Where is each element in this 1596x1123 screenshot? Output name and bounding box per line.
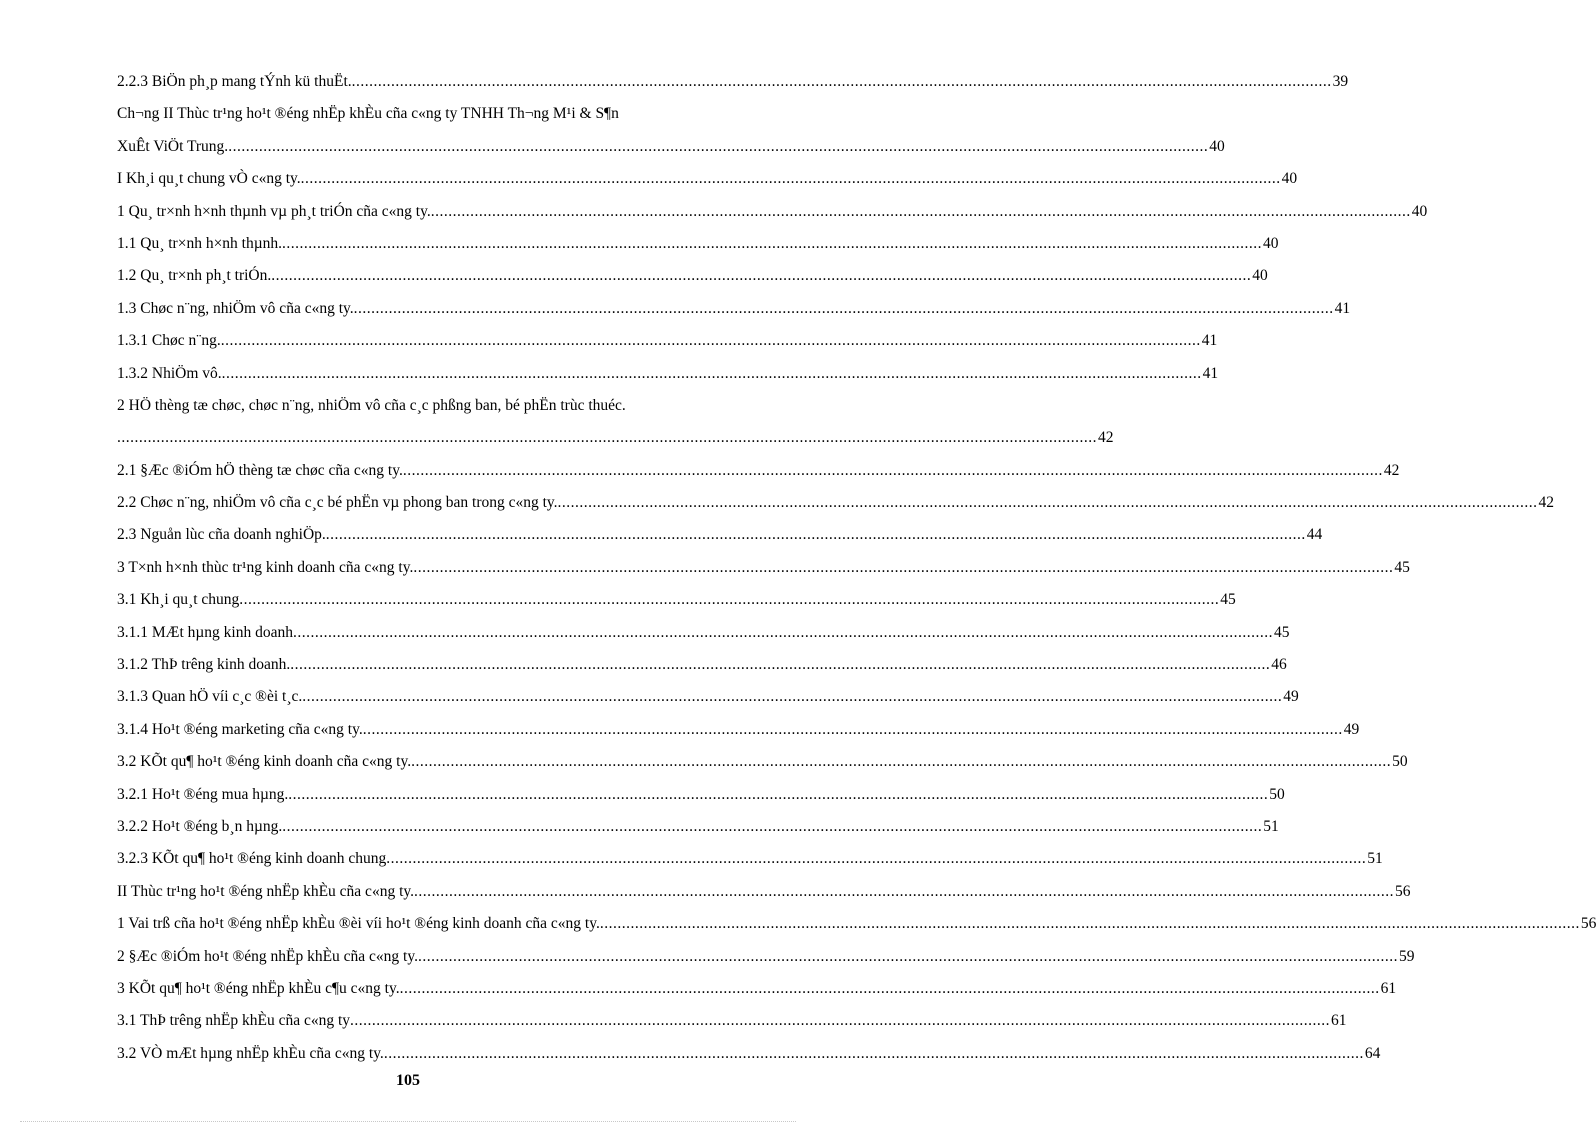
toc-entry[interactable] xyxy=(117,228,1279,260)
toc-entry[interactable] xyxy=(117,1038,1381,1070)
toc-dot-leader xyxy=(117,422,1097,454)
toc-entry-page: 41 xyxy=(1334,299,1351,317)
toc-entry-page: 45 xyxy=(1220,591,1236,609)
toc-entry-page: 59 xyxy=(1398,947,1415,965)
toc-entry-page: 45 xyxy=(1274,623,1290,641)
toc-entry[interactable] xyxy=(117,131,1225,163)
toc-entry[interactable] xyxy=(117,358,1219,390)
toc-entry[interactable] xyxy=(117,325,1218,357)
toc-entry[interactable] xyxy=(117,811,1279,843)
toc-entry-title: 1.3.1 Chøc n¨ng. xyxy=(117,332,221,350)
toc-dot-leader xyxy=(400,973,1380,1005)
toc-entry-title: 3 KÕt qu¶ ho¹t ®éng nhËp khÈu c¶u c«ng ty. xyxy=(117,979,400,997)
toc-entry-title: 2.1 §Æc ®iÓm hÖ thèng tæ chøc cña c«ng ty. xyxy=(117,461,403,479)
toc-entry[interactable] xyxy=(117,390,777,422)
toc-entry-page: 39 xyxy=(1332,73,1349,90)
toc-dot-leader xyxy=(386,843,1366,875)
toc-dot-leader xyxy=(354,293,1334,325)
table-of-contents xyxy=(117,66,1596,1070)
toc-entry-title: XuÊt ViÖt Trung. xyxy=(117,137,229,155)
toc-entry[interactable] xyxy=(117,941,1415,973)
toc-entry[interactable] xyxy=(117,487,1555,519)
toc-entry-page: 50 xyxy=(1392,753,1408,771)
toc-dot-leader xyxy=(293,617,1273,649)
toc-dot-leader xyxy=(326,519,1306,551)
toc-dot-leader xyxy=(282,228,1262,260)
toc-dot-leader xyxy=(384,1038,1364,1070)
toc-entry-title: 2 §Æc ®iÓm ho¹t ®éng nhËp khÈu cña c«ng ty. xyxy=(117,947,418,965)
toc-dot-leader xyxy=(222,358,1202,390)
toc-entry-page: 40 xyxy=(1263,234,1279,252)
toc-entry-page: 40 xyxy=(1281,170,1298,188)
page-bottom-divider xyxy=(20,1121,796,1122)
toc-dot-leader xyxy=(301,163,1281,195)
toc-entry[interactable] xyxy=(117,552,1410,584)
toc-entry-title: 2.2.3 BiÖn ph¸p mang tÝnh kü thuËt. xyxy=(117,73,352,90)
toc-entry-title: 1 Vai trß cña ho¹t ®éng nhËp khÈu ®èi víi ho¹t ®éng kinh doanh cña c«ng ty. xyxy=(117,915,600,933)
toc-entry-page: 50 xyxy=(1269,785,1285,803)
toc-entry-title: 3.2 VÒ mÆt hµng nhËp khÈu cña c«ng ty. xyxy=(117,1044,384,1062)
toc-entry-title: 1.1 Qu¸ tr×nh h×nh thµnh. xyxy=(117,234,283,252)
toc-dot-leader xyxy=(290,649,1270,681)
toc-entry[interactable] xyxy=(117,617,1290,649)
toc-entry-page: 49 xyxy=(1283,688,1299,706)
toc-entry[interactable] xyxy=(117,843,1383,875)
toc-entry-page: 40 xyxy=(1411,202,1428,220)
toc-entry-title: II Thùc tr¹ng ho¹t ®éng nhËp khÈu cña c«ng ty. xyxy=(117,882,414,900)
toc-entry-title: 3.2.2 Ho¹t ®éng b¸n hµng. xyxy=(117,817,283,835)
page-number: 105 xyxy=(396,1072,420,1089)
toc-dot-leader xyxy=(414,876,1394,908)
toc-entry[interactable] xyxy=(117,584,1236,616)
toc-entry[interactable] xyxy=(117,163,1298,195)
toc-dot-leader xyxy=(418,941,1398,973)
toc-entry[interactable] xyxy=(117,779,1285,811)
toc-entry-title: 2.3 Nguån lùc cña doanh nghiÖp. xyxy=(117,526,326,544)
toc-dot-leader xyxy=(239,584,1219,616)
toc-dot-leader xyxy=(271,260,1251,292)
toc-entry-page: 49 xyxy=(1343,720,1360,738)
toc-entry[interactable] xyxy=(117,293,1351,325)
toc-entry-title: 3.1.1 MÆt hµng kinh doanh xyxy=(117,623,293,641)
toc-entry[interactable] xyxy=(117,196,1428,228)
toc-dot-leader xyxy=(350,1005,1330,1037)
toc-entry-title: 3.2 KÕt qu¶ ho¹t ®éng kinh doanh cña c«ng ty. xyxy=(117,753,412,771)
toc-entry-title: I Kh¸i qu¸t chung vÒ c«ng ty. xyxy=(117,170,301,188)
toc-dot-leader xyxy=(403,455,1383,487)
toc-entry-page: 40 xyxy=(1252,267,1268,285)
toc-entry[interactable] xyxy=(117,908,1596,940)
toc-entry-page: 51 xyxy=(1263,817,1279,835)
toc-entry-title: 1.3 Chøc n¨ng, nhiÖm vô cña c«ng ty. xyxy=(117,299,354,317)
toc-entry[interactable] xyxy=(117,746,1408,778)
toc-entry-title: 3.1 Kh¸i qu¸t chung xyxy=(117,591,240,609)
toc-entry-page: 61 xyxy=(1380,979,1397,997)
toc-entry[interactable] xyxy=(117,98,777,130)
toc-entry[interactable] xyxy=(117,66,1349,98)
toc-entry-title: 3.1.2 ThÞ trêng kinh doanh. xyxy=(117,656,291,674)
toc-entry-page: 64 xyxy=(1364,1044,1381,1062)
toc-entry-page: 42 xyxy=(1098,429,1114,447)
toc-dot-leader xyxy=(558,487,1538,519)
toc-entry-title: Ch¬ng II Thùc tr¹ng ho¹t ®éng nhËp khÈu cña c«ng ty TNHH Th¬ng M¹i & S¶n xyxy=(117,105,619,123)
toc-entry-title: 1.2 Qu¸ tr×nh ph¸t triÓn. xyxy=(117,267,272,285)
toc-entry-title: 3.2.1 Ho¹t ®éng mua hµng. xyxy=(117,785,289,803)
toc-entry[interactable] xyxy=(117,1005,1347,1037)
toc-entry-page: 51 xyxy=(1367,850,1383,868)
toc-entry-title: 3.1.3 Quan hÖ víi c¸c ®èi t¸c. xyxy=(117,688,303,706)
toc-entry-title: 3.1.4 Ho¹t ®éng marketing cña c«ng ty. xyxy=(117,720,363,738)
toc-entry-title: 3.1 ThÞ trêng nhËp khÈu cña c«ng ty xyxy=(117,1012,351,1030)
toc-entry-title: 1 Qu¸ tr×nh h×nh thµnh vµ ph¸t triÓn cña c«ng ty. xyxy=(117,202,431,220)
toc-dot-leader xyxy=(282,811,1262,843)
toc-dot-leader xyxy=(228,131,1208,163)
toc-dot-leader xyxy=(288,779,1268,811)
toc-entry-title: 1.3.2 NhiÖm vô. xyxy=(117,364,222,382)
toc-entry-page: 41 xyxy=(1201,332,1218,350)
toc-dot-leader xyxy=(431,196,1411,228)
toc-dot-leader xyxy=(363,714,1343,746)
toc-entry-page: 46 xyxy=(1271,656,1287,674)
toc-dot-leader xyxy=(411,746,1391,778)
toc-entry[interactable] xyxy=(117,649,1287,681)
toc-dot-leader xyxy=(600,908,1580,940)
toc-entry-page: 41 xyxy=(1202,364,1219,382)
toc-entry[interactable] xyxy=(117,681,1299,713)
toc-dot-leader xyxy=(302,681,1282,713)
toc-dot-leader xyxy=(413,552,1393,584)
toc-entry-page: 56 xyxy=(1395,882,1411,900)
toc-entry[interactable] xyxy=(117,260,1268,292)
toc-entry[interactable] xyxy=(117,422,1114,454)
toc-entry-title: 3 T×nh h×nh thùc tr¹ng kinh doanh cña c«ng ty. xyxy=(117,558,414,576)
toc-entry-title: 2 HÖ thèng tæ chøc, chøc n¨ng, nhiÖm vô cña c¸c phßng ban, bé phËn trùc thuéc. xyxy=(117,396,626,414)
toc-entry-page: 42 xyxy=(1538,494,1555,512)
toc-entry[interactable] xyxy=(117,714,1360,746)
toc-entry-page: 40 xyxy=(1209,137,1225,155)
toc-dot-leader xyxy=(221,325,1201,357)
toc-entry-title: 2.2 Chøc n¨ng, nhiÖm vô cña c¸c bé phËn vµ phong ban trong c«ng ty. xyxy=(117,494,558,512)
toc-entry-page: 44 xyxy=(1306,526,1323,544)
toc-entry[interactable] xyxy=(117,973,1397,1005)
toc-dot-leader xyxy=(352,66,1332,98)
toc-entry-title: 3.2.3 KÕt qu¶ ho¹t ®éng kinh doanh chung xyxy=(117,850,387,868)
toc-entry-page: 42 xyxy=(1383,461,1400,479)
toc-entry[interactable] xyxy=(117,876,1411,908)
toc-entry-page: 56 xyxy=(1580,915,1596,933)
toc-entry-page: 45 xyxy=(1394,558,1410,576)
toc-entry-page: 61 xyxy=(1331,1012,1347,1030)
toc-entry[interactable] xyxy=(117,455,1400,487)
toc-entry[interactable] xyxy=(117,519,1323,551)
